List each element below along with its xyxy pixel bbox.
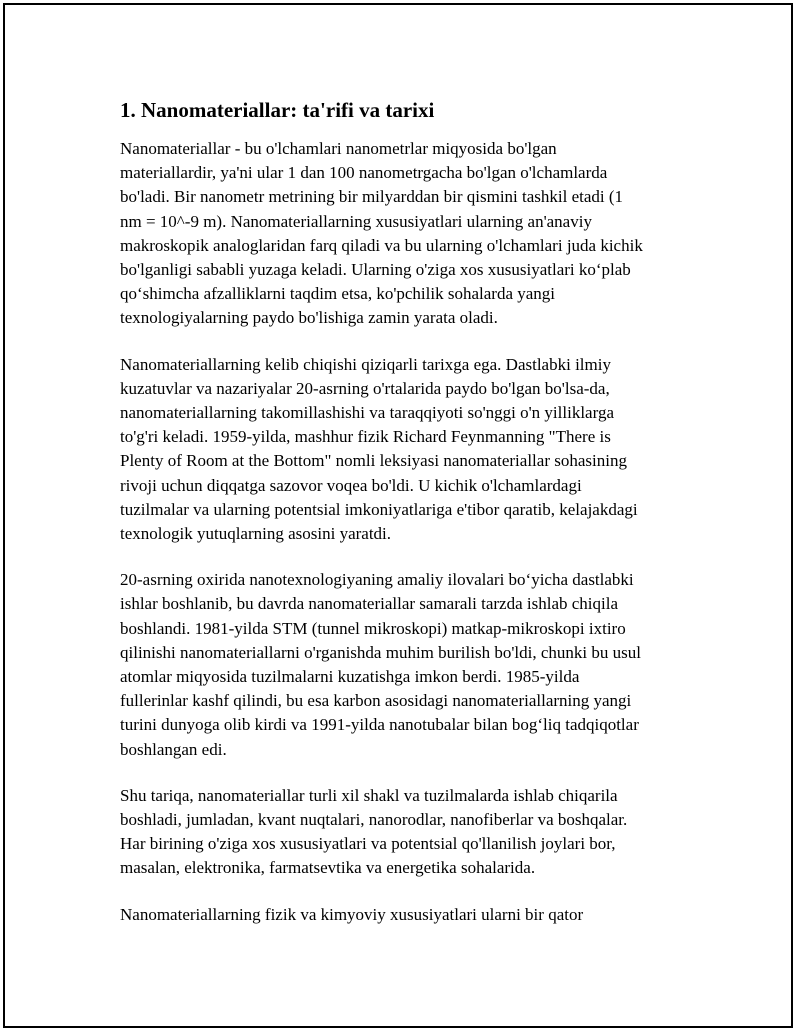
paragraph-line: turini dunyoga olib kirdi va 1991-yilda nanotubalar bilan bog‘liq tadqiqotlar <box>120 715 639 735</box>
paragraph-line: 20-asrning oxirida nanotexnologiyaning amaliy ilovalari bo‘yicha dastlabki <box>120 570 634 590</box>
section-heading: 1. Nanomateriallar: ta'rifi va tarixi <box>120 98 435 122</box>
paragraph-line: qilinishi nanomateriallarni o'rganishda muhim burilish bo'ldi, chunki bu usul <box>120 642 641 662</box>
body-paragraph <box>120 784 705 881</box>
paragraph-line: boshlandi. 1981-yilda STM (tunnel mikroskopi) matkap-mikroskopi ixtiro <box>120 618 626 638</box>
paragraph-line: atomlar miqyosida tuzilmalarni kuzatishga imkon berdi. 1985-yilda <box>120 667 580 687</box>
paragraph-line: Shu tariqa, nanomateriallar turli xil shakl va tuzilmalarda ishlab chiqarila <box>120 785 618 805</box>
paragraph-line: to'g'ri keladi. 1959-yilda, mashhur fizik Richard Feynmanning "There is <box>120 427 611 447</box>
paragraph-line: nm = 10^-9 m). Nanomateriallarning xususiyatlari ularning an'anaviy <box>120 211 592 231</box>
body-paragraph <box>120 568 705 762</box>
paragraph-line: materiallardir, ya'ni ular 1 dan 100 nanometrgacha bo'lgan o'lchamlarda <box>120 163 608 183</box>
paragraph-line: qo‘shimcha afzalliklarni taqdim etsa, ko'pchilik sohalarda yangi <box>120 284 556 304</box>
document-page <box>3 3 793 1028</box>
body-paragraph <box>120 903 705 927</box>
paragraph-line: nanomateriallarning takomillashishi va taraqqiyoti so'nggi o'n yilliklarga <box>120 403 614 423</box>
paragraph-line: masalan, elektronika, farmatsevtika va energetika sohalarida. <box>120 858 536 878</box>
body-paragraph <box>120 353 705 547</box>
paragraph-line: Har birining o'ziga xos xususiyatlari va potentsial qo'llanilish joylari bor, <box>120 834 616 854</box>
paragraph-line: fullerinlar kashf qilindi, bu esa karbon asosidagi nanomateriallarning yangi <box>120 691 632 711</box>
paragraph-line: Nanomateriallarning fizik va kimyoviy xususiyatlari ularni bir qator <box>120 904 584 924</box>
paragraph-line: bo'lganligi sababli yuzaga keladi. Ularning o'ziga xos xususiyatlari ko‘plab <box>120 260 631 280</box>
paragraph-line: ishlar boshlanib, bu davrda nanomateriallar samarali tarzda ishlab chiqila <box>120 594 619 614</box>
paragraph-line: boshlangan edi. <box>120 739 227 759</box>
paragraph-line: tuzilmalar va ularning potentsial imkoniyatlariga e'tibor qaratib, kelajakdagi <box>120 499 638 519</box>
paragraph-container <box>120 137 705 927</box>
paragraph-line: Plenty of Room at the Bottom" nomli leksiyasi nanomateriallar sohasining <box>120 451 627 471</box>
paragraph-line: bo'ladi. Bir nanometr metrining bir milyarddan bir qismini tashkil etadi (1 <box>120 187 624 207</box>
paragraph-line: Nanomateriallarning kelib chiqishi qiziqarli tarixga ega. Dastlabki ilmiy <box>120 354 611 374</box>
paragraph-line: kuzatuvlar va nazariyalar 20-asrning o'rtalarida paydo bo'lgan bo'lsa-da, <box>120 378 610 398</box>
paragraph-line: Nanomateriallar - bu o'lchamlari nanometrlar miqyosida bo'lgan <box>120 139 557 158</box>
document-content <box>120 97 705 949</box>
paragraph-line: makroskopik analoglaridan farq qiladi va bu ularning o'lchamlari juda kichik <box>120 235 643 255</box>
paragraph-line: boshladi, jumladan, kvant nuqtalari, nanorodlar, nanofiberlar va boshqalar. <box>120 810 628 830</box>
paragraph-line: rivoji uchun diqqatga sazovor voqea bo'ldi. U kichik o'lchamlardagi <box>120 475 582 495</box>
body-paragraph <box>120 137 705 331</box>
paragraph-line: texnologik yutuqlarning asosini yaratdi. <box>120 524 392 544</box>
paragraph-line: texnologiyalarning paydo bo'lishiga zamin yarata oladi. <box>120 308 498 328</box>
